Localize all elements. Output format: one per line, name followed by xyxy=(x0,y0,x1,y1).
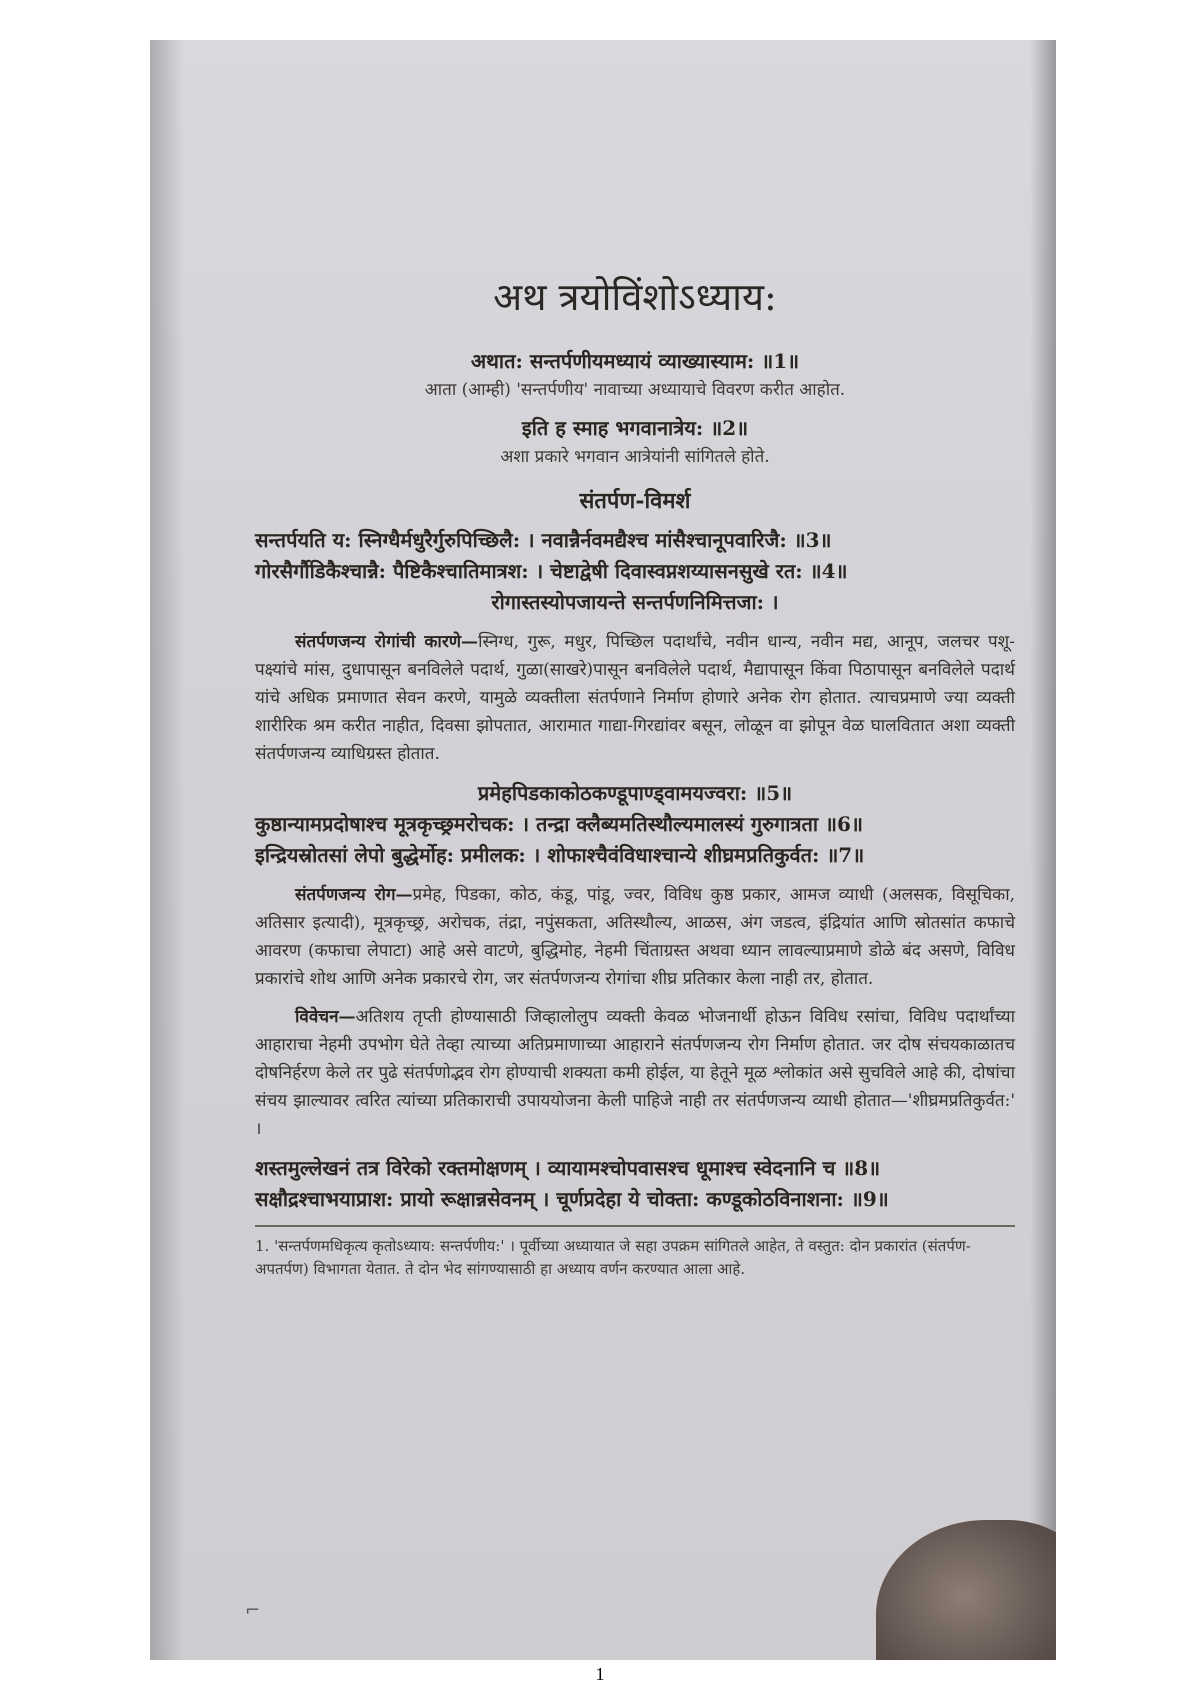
footnote: 1. 'सन्तर्पणमधिकृत्य कृतोऽध्याय: सन्तर्पणीय:' । पूर्वीच्या अध्यायात जे सहा उपक्रम सांगितले आहेत, ते वस्तुत: दोन प्रकारांत (संतर्पण-अपतर्पण) विभागता येतात. ते दोन भेद सांगण्यासाठी हा अध्याय वर्णन करण्यात आला आहे. xyxy=(255,1237,971,1278)
translation-2: अशा प्रकारे भगवान आत्रेयांनी सांगितले होते. xyxy=(500,447,770,468)
verse-line: सन्तर्पयति य: स्निग्धैर्मधुरैर्गुरुपिच्छिलै: । नवान्नैर्नवमद्यैश्च मांसैश्चानूपवारिजै: ॥3॥ xyxy=(255,527,832,552)
paragraph-commentary xyxy=(255,1003,1015,1143)
paragraph-text: अतिशय तृप्ती होण्यासाठी जिव्हालोलुप व्यक्ती केवळ भोजनार्थी होऊन विविध रसांचा, विविध पदार्थांच्या आहाराचा नेहमी उपभोग घेते तेव्हा त्याच्या अतिप्रमाणाच्या आहाराने संतर्पणजन्य रोग निर्माण होतात. जर दोष संचयकाळातच दोषनिर्हरण केले तर पुढे संतर्पणोद्भव रोग होण्याची शक्यता कमी होईल, या हेतूने मूळ श्लोकांत असे सुचविले आहे की, दोषांचा संचय झाल्यावर त्वरित त्यांच्या प्रतिकाराची उपाययोजना केली पाहिजे नाही तर संतर्पणजन्य व्याधी होतात—'शीघ्रमप्रतिकुर्वत:' । xyxy=(255,1007,1015,1140)
verse-line: गोरसैर्गौडिकैश्चान्नै: पैष्टिकैश्चातिमात्रश: । चेष्टाद्वेषी दिवास्वप्नशय्यासनसुखे रत: ॥4॥ xyxy=(255,558,848,583)
footnote-rule xyxy=(255,1225,1015,1227)
chapter-title: अथ त्रयोविंशोऽध्याय: xyxy=(493,275,777,319)
verses-8-9 xyxy=(255,1153,1015,1215)
verses-3-4 xyxy=(255,525,1015,618)
page-content xyxy=(255,270,1015,1280)
verse-1: अथात: सन्तर्पणीयमध्यायं व्याख्यास्याम: ॥1॥ xyxy=(470,349,800,373)
corner-mark: ⌐ xyxy=(245,1600,261,1621)
verse-line: इन्द्रियस्रोतसां लेपो बुद्धेर्मोह: प्रमीलक: । शोफाश्चैवंविधाश्चान्ये शीघ्रमप्रतिकुर्वत: ॥7॥ xyxy=(255,842,865,867)
verse-2: इति ह स्माह भगवानात्रेय: ॥2॥ xyxy=(521,416,749,441)
paragraph-label: संतर्पणजन्य रोगांची कारणे— xyxy=(295,631,479,652)
page-photo xyxy=(150,40,1056,1660)
page-shadow-right xyxy=(1030,40,1056,1660)
paragraph-label: संतर्पणजन्य रोग— xyxy=(295,884,413,905)
verse-line: कुष्ठान्यामप्रदोषाश्च मूत्रकृच्छ्रमरोचक: । तन्द्रा क्लैब्यमतिस्थौल्यमालस्यं गुरुगात्रता ॥6॥ xyxy=(255,811,863,836)
page-number: 1 xyxy=(595,1664,605,1684)
paragraph-text: प्रमेह, पिडका, कोठ, कंडू, पांडू, ज्वर, विविध कुष्ठ प्रकार, आमज व्याधी (अलसक, विसूचिका, अतिसार इत्यादी), मूत्रकृच्छ्र, अरोचक, तंद्रा, नपुंसकता, अतिस्थौल्य, आळस, अंग जडत्व, इंद्रियांत आणि स्रोतसांत कफाचे आवरण (कफाचा लेपाटा) आहे असे वाटणे, बुद्धिमोह, नेहमी चिंताग्रस्त अथवा ध्यान लावल्याप्रमाणे डोळे बंद असणे, विविध प्रकारांचे शोथ आणि अनेक प्रकारचे रोग, जर संतर्पणजन्य रोगांचा शीघ्र प्रतिकार केला नाही तर, होतात. xyxy=(255,884,1016,990)
verses-5-7 xyxy=(255,778,1015,871)
paragraph-diseases xyxy=(255,881,1015,993)
finger-shadow xyxy=(876,1520,1056,1660)
paragraph-causes xyxy=(255,628,1015,768)
translation-1: आता (आम्ही) 'सन्तर्पणीय' नावाच्या अध्यायाचे विवरण करीत आहोत. xyxy=(424,380,846,400)
verse-line: प्रमेहपिडकाकोठकण्डूपाण्ड्वामयज्वरा: ॥5॥ xyxy=(477,780,793,805)
section-heading: संतर्पण-विमर्श xyxy=(579,487,691,514)
verse-line: शस्तमुल्लेखनं तत्र विरेको रक्तमोक्षणम् । व्यायामश्चोपवासश्च धूमाश्च स्वेदनानि च ॥8॥ xyxy=(255,1156,881,1181)
verse-line: रोगास्तस्योपजायन्ते सन्तर्पणनिमित्तजा: । xyxy=(491,589,779,614)
page-shadow-left xyxy=(150,40,184,1660)
paragraph-label: विवेचन— xyxy=(295,1007,356,1028)
paragraph-text: स्निग्ध, गुरू, मधुर, पिच्छिल पदार्थांचे, नवीन धान्य, नवीन मद्य, आनूप, जलचर पशू-पक्ष्यांचे मांस, दुधापासून बनविलेले पदार्थ, गुळा(साखरे)पासून बनविलेले पदार्थ, मैद्यापासून किंवा पिठापासून बनविलेले पदार्थ यांचे अधिक प्रमाणात सेवन करणे, यामुळे व्यक्तीला संतर्पणाने निर्माण होणारे अनेक रोग होतात. त्याचप्रमाणे ज्या व्यक्ती शारीरिक श्रम करीत नाहीत, दिवसा झोपतात, आरामात गाद्या-गिरद्यांवर बसून, लोळून वा झोपून वेळ घालवितात अशा व्यक्ती संतर्पणजन्य व्याधिग्रस्त होतात. xyxy=(255,631,1015,764)
verse-line: सक्षौद्रश्चाभयाप्राश: प्रायो रूक्षान्नसेवनम् । चूर्णप्रदेहा ये चोक्ता: कण्डूकोठविनाशना: ॥9॥ xyxy=(255,1187,889,1212)
